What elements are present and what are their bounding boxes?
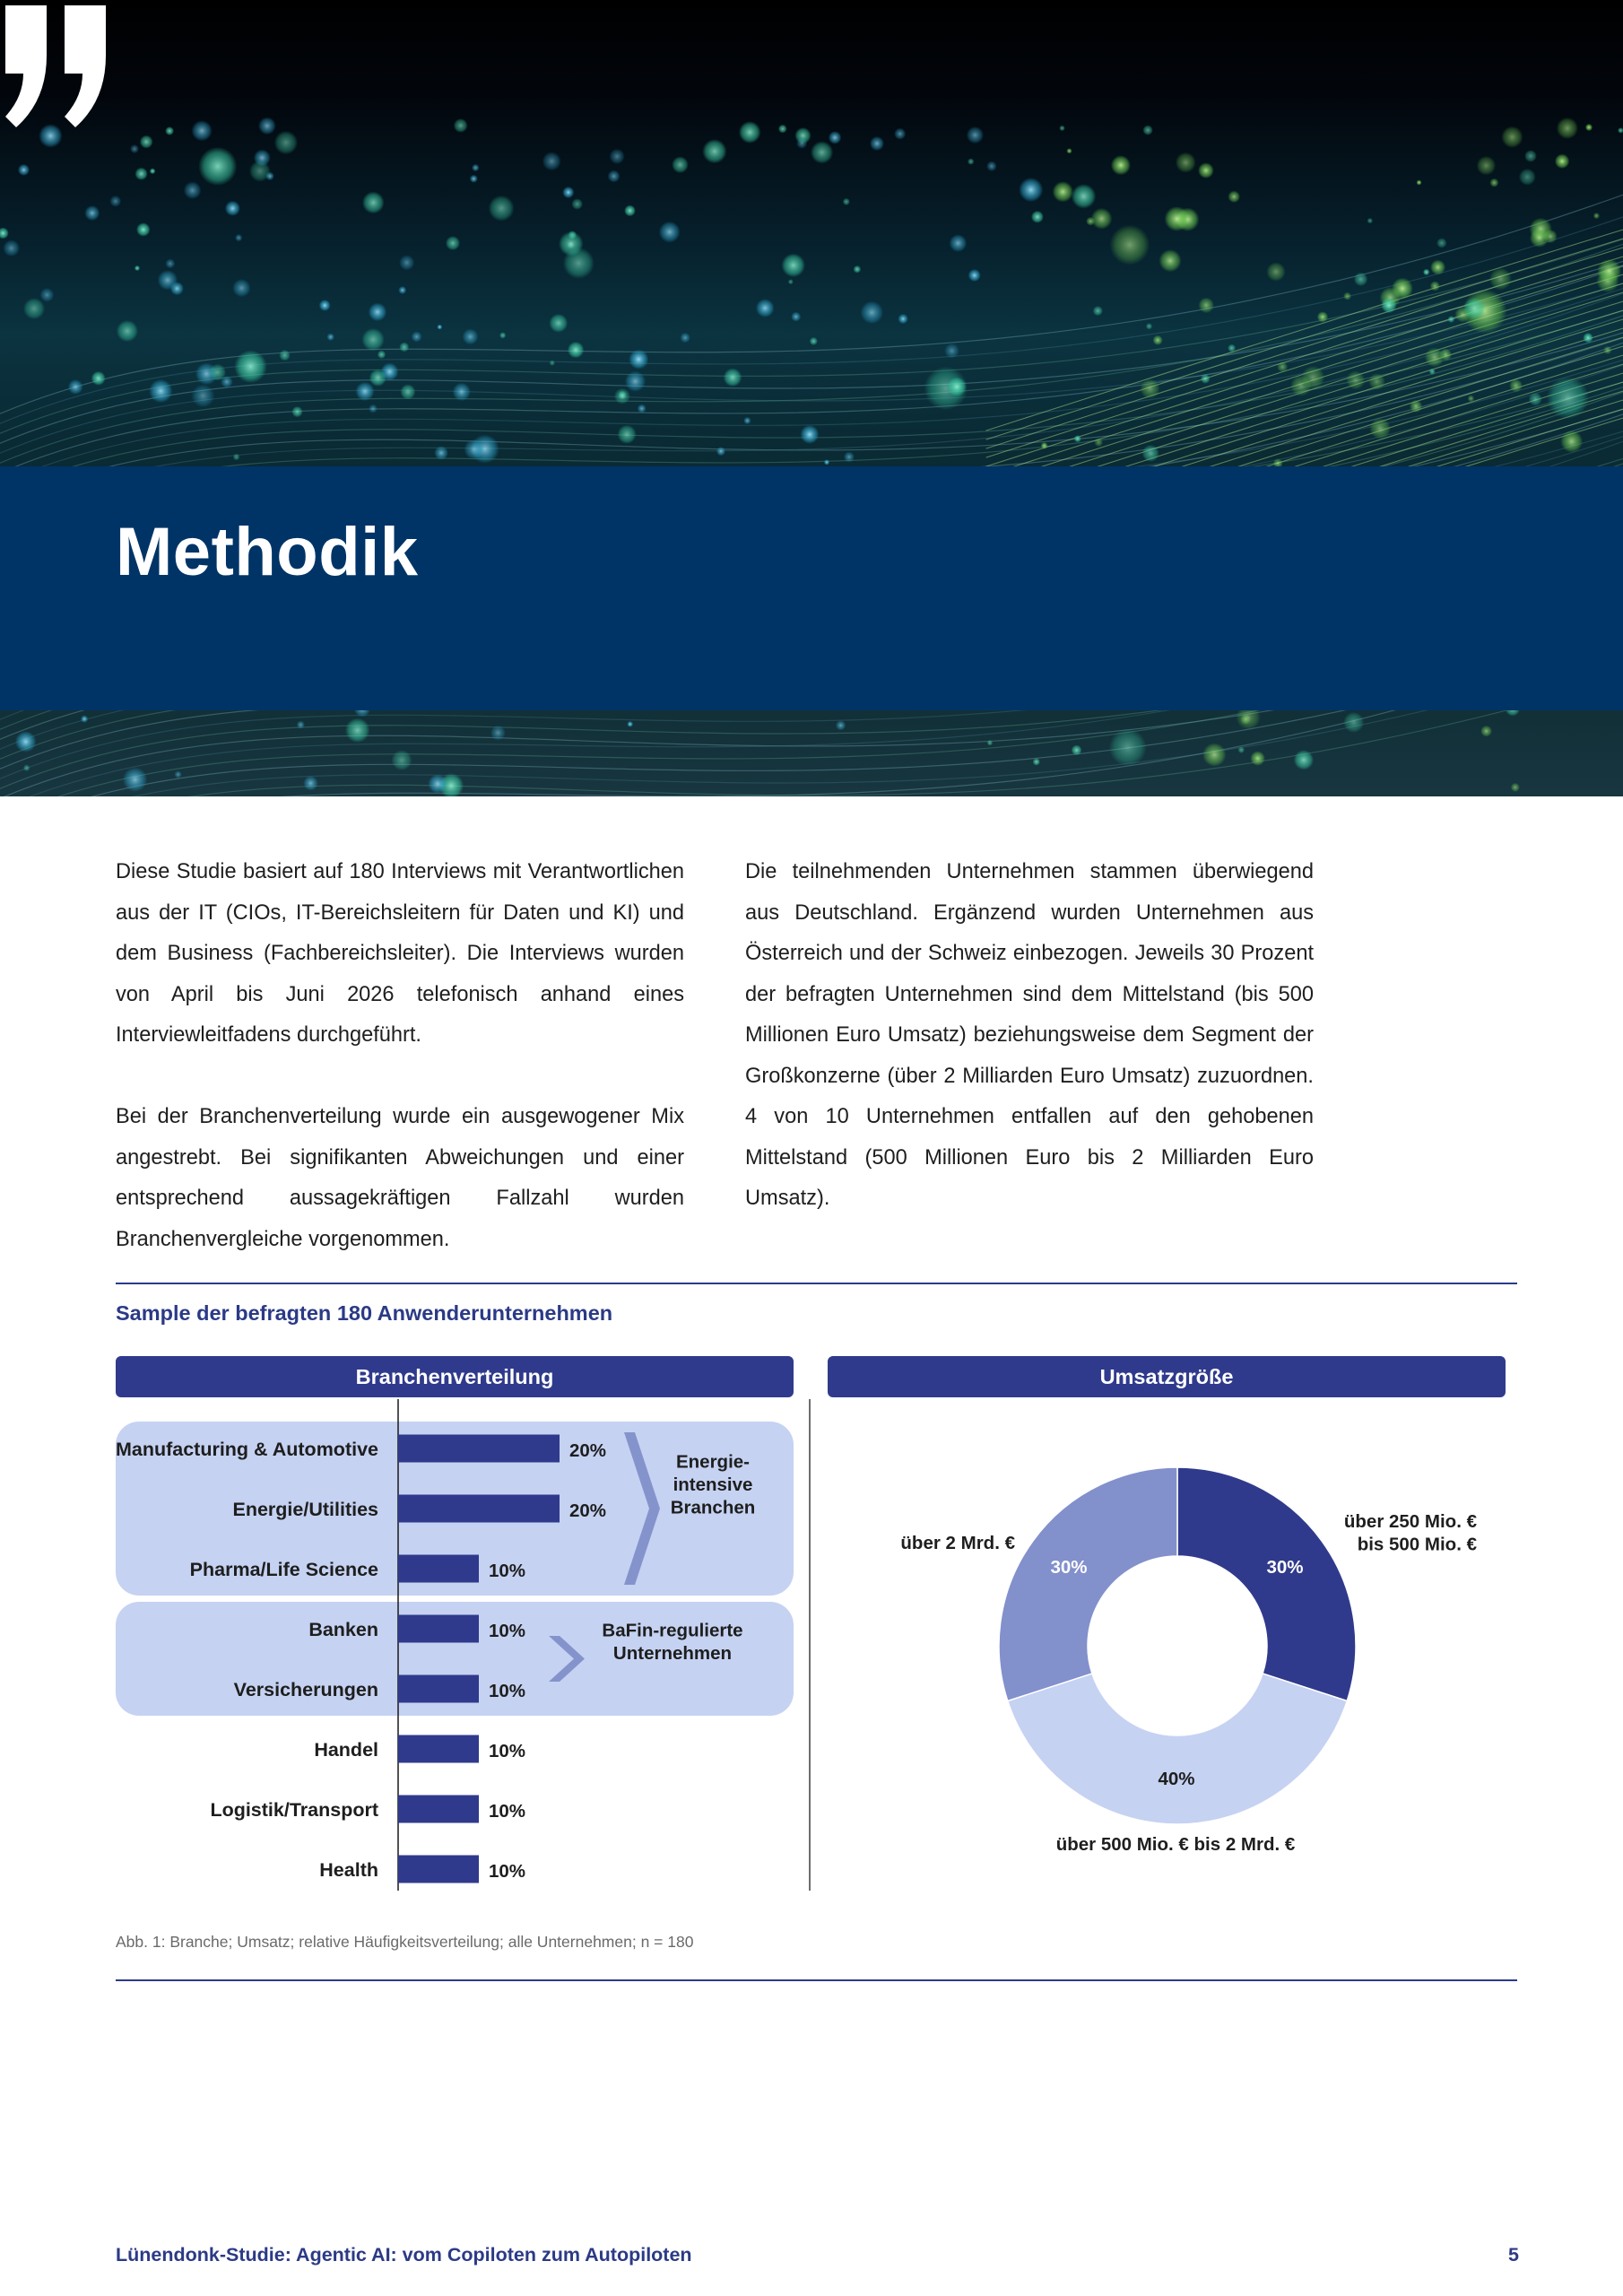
- data-label: 20%: [569, 1440, 607, 1461]
- figure-title: Sample der befragten 180 Anwenderunternehmen: [116, 1301, 613, 1325]
- page-title: Methodik: [116, 514, 419, 590]
- bar: [398, 1615, 479, 1643]
- category-label: Pharma/Life Science: [189, 1559, 378, 1580]
- bar: [398, 1675, 479, 1703]
- group-label: Energie-intensive Branchen: [670, 1451, 756, 1518]
- panel-header-branchen: Branchenverteilung: [116, 1356, 794, 1397]
- data-label: 10%: [489, 1741, 526, 1761]
- category-label: Logistik/Transport: [210, 1799, 378, 1821]
- data-label: 10%: [489, 1681, 526, 1701]
- bar: [398, 1495, 560, 1523]
- group-label: BaFin-regulierte Unternehmen: [602, 1620, 743, 1664]
- bar: [398, 1555, 479, 1583]
- paragraph-branchen: Bei der Branchenverteilung wurde ein ausgewogener Mix angestrebt. Bei signifikanten Abweichungen und einer entsprechend aussagekräftigen Fallzahl wurden Branchenvergleiche vorgenommen.: [116, 1105, 684, 1251]
- bar: [398, 1435, 560, 1463]
- page-number: 5: [1508, 2244, 1519, 2266]
- data-label: 10%: [489, 1861, 526, 1882]
- donut-slice: [1008, 1674, 1348, 1824]
- data-label: 10%: [489, 1621, 526, 1641]
- bar: [398, 1796, 479, 1823]
- slice-value-label: 30%: [1050, 1557, 1088, 1578]
- data-label: 20%: [569, 1500, 607, 1521]
- bar: [398, 1735, 479, 1763]
- category-label: Health: [319, 1859, 378, 1881]
- category-label: Banken: [308, 1619, 378, 1640]
- slice-category-label: über 2 Mrd. €: [900, 1533, 1015, 1553]
- category-label: Manufacturing & Automotive: [115, 1439, 378, 1460]
- panel-header-umsatz: Umsatzgröße: [828, 1356, 1506, 1397]
- slice-category-label: über 250 Mio. € bis 500 Mio. €: [1343, 1511, 1477, 1555]
- figure-caption: Abb. 1: Branche; Umsatz; relative Häufigkeitsverteilung; alle Unternehmen; n = 180: [116, 1933, 694, 1951]
- category-label: Versicherungen: [233, 1679, 378, 1700]
- data-label: 10%: [489, 1561, 526, 1581]
- donut-slice: [1177, 1467, 1356, 1700]
- slice-value-label: 30%: [1266, 1557, 1304, 1578]
- footer-title: Lünendonk-Studie: Agentic AI: vom Copiloten zum Autopiloten: [116, 2244, 692, 2266]
- donut-chart-umsatz: [900, 1467, 1477, 1855]
- donut-slice: [999, 1467, 1177, 1700]
- slice-category-label: über 500 Mio. € bis 2 Mrd. €: [1055, 1834, 1296, 1855]
- slice-value-label: 40%: [1158, 1769, 1195, 1789]
- category-label: Handel: [314, 1739, 378, 1761]
- bar-chart-branchen: [116, 1399, 794, 1891]
- category-label: Energie/Utilities: [232, 1499, 378, 1520]
- paragraph-interviews: Diese Studie basiert auf 180 Interviews mit Verantwortlichen aus der IT (CIOs, IT-Bereichsleitern für Daten und KI) und dem Business (Fachbereichsleiter). Die Interviews wurden von April bis Juni 2026 telefonisch anhand eines Interviewleitfadens durchgeführt.: [116, 860, 684, 1047]
- paragraph-unternehmen: Die teilnehmenden Unternehmen stammen überwiegend aus Deutschland. Ergänzend wurden Unternehmen aus Österreich und der Schweiz einbezogen. Jeweils 30 Prozent der befragten Unternehmen sind dem Mittelstand (bis 500 Millionen Euro Umsatz) beziehungsweise dem Segment der Großkonzerne (über 2 Milliarden Euro Umsatz) zuzuordnen. 4 von 10 Unternehmen entfallen auf den gehobenen Mittelstand (500 Millionen Euro bis 2 Milliarden Euro Umsatz).: [745, 860, 1314, 1210]
- divider-bottom: [116, 1979, 1517, 1981]
- bar: [398, 1856, 479, 1883]
- data-label: 10%: [489, 1801, 526, 1822]
